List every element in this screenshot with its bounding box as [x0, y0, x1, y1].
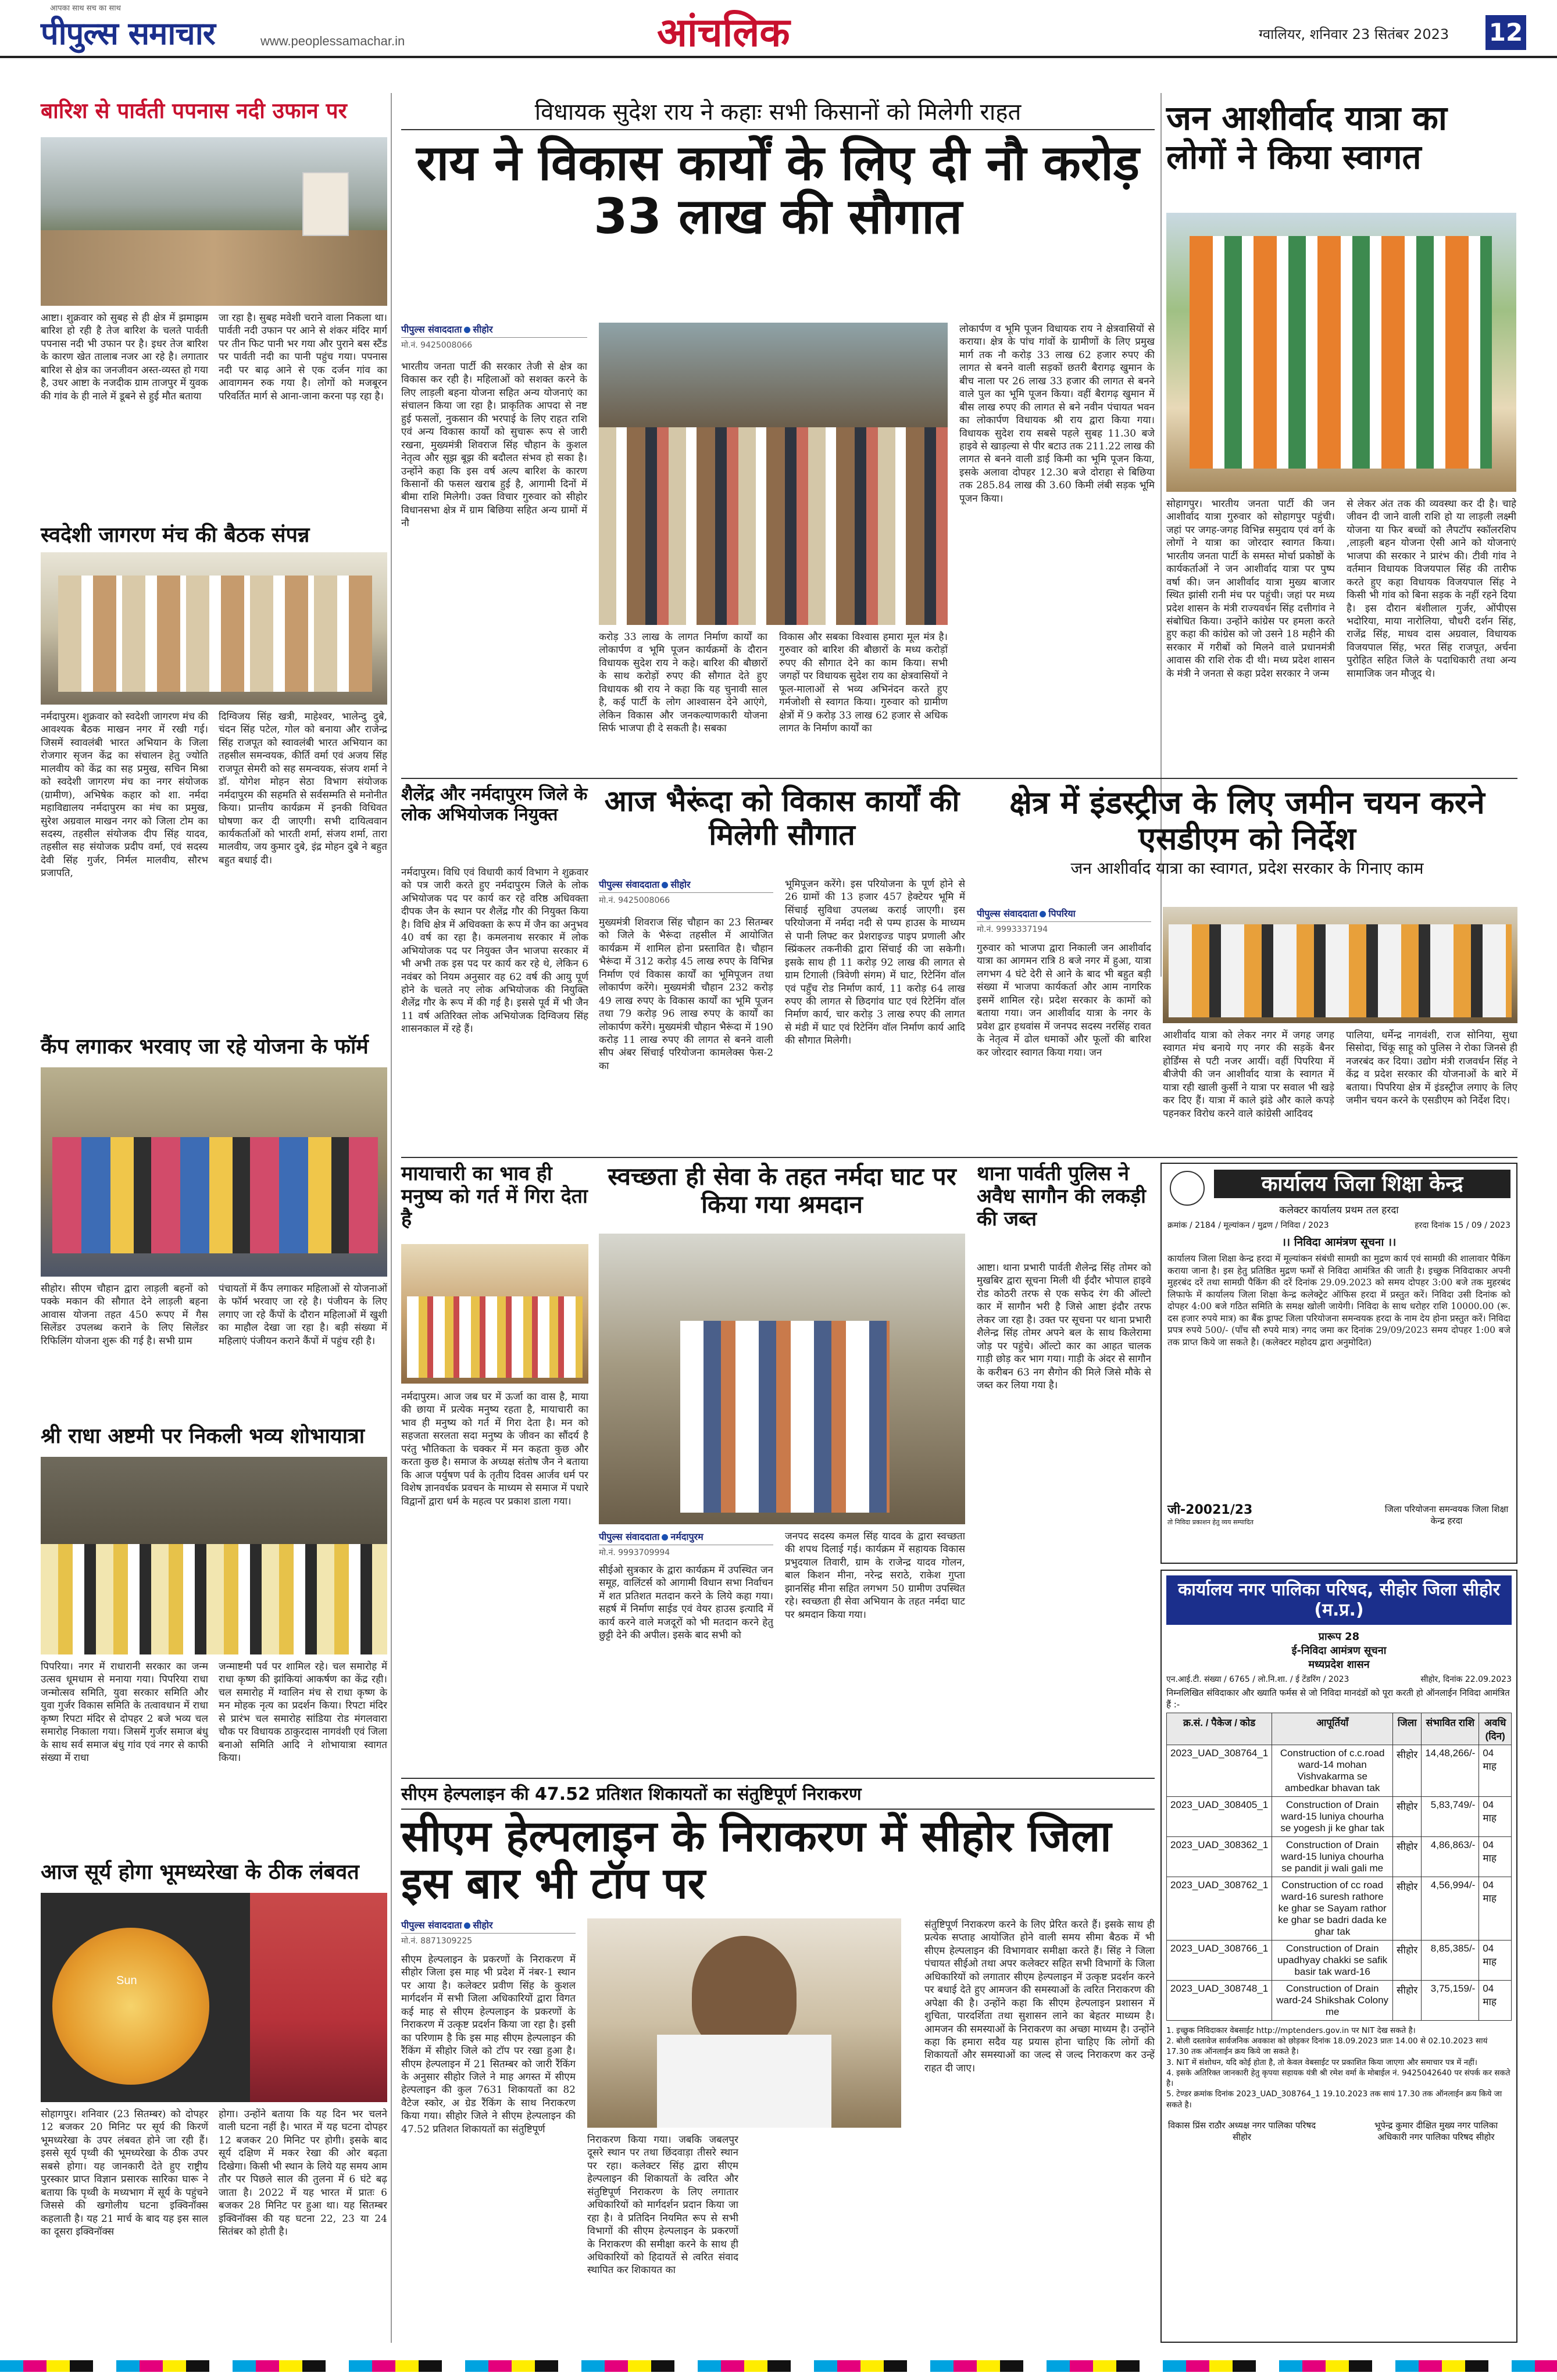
table-cell: 2023_UAD_308766_1	[1167, 1941, 1272, 1981]
body-col: जन्माष्टमी पर्व पर शामिल रहे। चल समारोह में राधा कृष्ण की झांकियां आकर्षण का केंद्र रही। चल समारोह में ग्वालिन मंच से राधा कृष्ण के मन मोहक नृत्य का प्रदर्शन किया। रिपटा मंदिर से प्रारंभ चल समारोह सांडिया रोड मंगलवारा चौक पर विधायक ठाकुरदास नागवंशी एवं जिला बनाओ समिति आदि ने शोभायात्रा स्वागत किया।	[219, 1661, 387, 1764]
article-mayachari	[401, 1163, 588, 1773]
table-cell: 2023_UAD_308362_1	[1167, 1837, 1272, 1877]
tender-note: 4. इसके अतिरिक्त जानकारी हेतु कृपया सहायक यंत्री श्री रमेश वर्मा के मोबाईल नं. 9425042640 पर संपर्क कर सकते है।	[1166, 2068, 1510, 2089]
tender-note: 1. इच्छुक निविदाकार वेबसाईट http://mptenders.gov.in पर NIT देख सकते है।	[1166, 2026, 1416, 2035]
body-col: होगा। उन्होंने बताया कि यह दिन भर चलने वाली घटना नहीं है। भारत में यह घटना दोपहर 12 बजकर 20 मिनिट पर होगी। इसके बाद सूर्य दक्षिण में मकर रेखा की ओर बढ़ता दिखेगा। किसी भी स्थान के लिये यह समय आम तौर पर पिछले साल की तुलना में 6 घंटे बढ़ जाता है। 2022 में यह भारत में प्रातः 6 बजकर 28 मिनिट पर हुआ था। यह सितम्बर इक्विनॉक्स की यह घटना 22, 23 या 24 सितंबर को होती है।	[219, 2109, 387, 2238]
byline-place: पिपरिया	[1048, 908, 1076, 919]
body-col: गुरुवार को भाजपा द्वारा निकाली जन आशीर्वाद यात्रा का आगमन रात्रि 8 बजे नगर में हुआ, यात्रा लगभग 4 घंटे देरी से आने के बाद भी बहुत बड़ी संख्या में भाजपा कार्यकर्ता और आम नागरिक इसमें शामिल रहे। प्रदेश सरकार के कामों को बताया गया। जन आशीर्वाद यात्रा के नगर के प्रवेश द्वार हथवांस में जनपद सदस्य नरसिंह रावत के नेतृत्व में ढोल धमाकों और फूलों की बारिश कर जोरदार स्वागत किया गया। जन	[977, 942, 1151, 1059]
table-cell: सीहोर	[1393, 1981, 1422, 2021]
article-radha	[41, 1424, 387, 1901]
byline	[599, 878, 773, 906]
table-header: आपूर्तियाँ	[1272, 1713, 1393, 1745]
sun-earth-illustration	[41, 1893, 387, 2102]
camp-photo	[41, 1067, 387, 1277]
table-cell: 14,48,266/-	[1422, 1745, 1479, 1797]
section-divider	[401, 1778, 1155, 1779]
table-cell: सीहोर	[1393, 1941, 1422, 1981]
headline: थाना पार्वती पुलिस ने अवैध सागौन की लकड़ी की जब्त	[977, 1162, 1146, 1231]
article-jan-ashirwad	[1166, 99, 1516, 779]
byline	[401, 323, 587, 351]
table-cell: 04 माह	[1479, 1745, 1512, 1797]
headline: शैलेंद्र और नर्मदापुरम जिले के लोक अभियोजक नियुक्त	[401, 784, 588, 825]
ad-sub: कलेक्टर कार्यालय प्रथम तल हरदा	[1279, 1205, 1399, 1217]
section-title: आंचलिक	[657, 10, 790, 56]
body-col: लोकार्पण व भूमि पूजन विधायक राय ने क्षेत्रवासियों से कराया। क्षेत्र के पांच गांवों के ग्रामीणों के लिए प्रमुख मार्ग तक नौ करोड़ 33 लाख 62 हजार रुपए की लागत से बनने वाली सड़कों छतरी बैरागढ़ खुमान के बीच नाला पर 26 लाख 33 हजार की लागत से बनने वाले पुल का भूमि पूजन किया। वहीं बैरागढ़ खुमान में बीस लाख रुपए की लागत से बने नवीन पंचायत भवन का लोकार्पण विधायक श्री राय द्वारा किया गया। विधायक सुदेश राय सबसे पहले सुबह 11.30 बजे हाइवे से खाड़ल्या से पीर बटाउ तक 211.22 लाख की लागत से बनने वाली डाई किमी का भूमि पूजन किया, इसके अलावा दोपहर 12.30 बजे दोराहा से बिछिया तक 285.84 लाख की 3.60 किमी लंबी सड़क भूमि पूजन किया।	[959, 323, 1155, 505]
headline: आज सूर्य होगा भूमध्यरेखा के ठीक लंबवत	[41, 1860, 359, 1884]
tender-notes	[1166, 2025, 1512, 2110]
byline-name: पीपुल्स संवाददाता	[599, 879, 660, 890]
table-cell: 8,85,385/-	[1422, 1941, 1479, 1981]
table-cell: Construction of Drain ward-24 Shikshak Colony me	[1272, 1981, 1393, 2021]
flood-photo	[41, 137, 387, 306]
body-col: सीएम हेल्पलाइन के प्रकरणों के निराकरण में सीहोर जिला इस माह भी प्रदेश में नंबर-1 स्थान पर आया है। कलेक्टर प्रवीण सिंह के कुशल मार्गदर्शन में सभी जिला अधिकारियों द्वारा विगत कई माह से सीएम हेल्पलाइन के प्रकरणों के निराकरण में उत्कृष्ट प्रदर्शन किया जा रहा है। इसी का परिणाम है कि इस माह सीएम हेल्पलाइन की रैंकिंग में सीहोर जिले को टॉप पर रखा हुआ है। सीएम हेल्पलाइन में 21 सितम्बर को जारी रैंकिंग के अनुसार सीहोर जिले ने माह अगस्त में सीएम हेल्पलाइन की कुल 7631 शिकायतों का 82 वैटेज स्कोर, अ ग्रेड रैंकिंग के साथ निराकरण किया गया। सीहोर जिले ने सीएम हेल्पलाइन की 47.52 प्रतिशत शिकायतों का संतुष्टिपूर्ण	[401, 1954, 576, 2135]
ad-nagar-palika	[1160, 1570, 1517, 2343]
sun-label: Sun	[116, 1974, 137, 1987]
article-cm-helpline	[401, 1785, 1155, 2343]
ad-code: जी-20021/23	[1167, 1503, 1253, 1518]
ad-form: प्रारूप 28	[1318, 1631, 1360, 1643]
masthead	[0, 0, 1557, 58]
byline-place: सीहोर	[473, 1920, 493, 1931]
registration-strip	[0, 2360, 1557, 2372]
ad-emblem-icon	[1170, 1171, 1205, 1206]
body-col: सीईओ सुत्रकार के द्वारा कार्यक्रम में उपस्थित जन समूह, वालिंटर्स को आगामी विधान सभा निर्वाचन में शत प्रतिशत मतदान करने के लिये कहा गया। सहर्ष में निर्माण साईड एवं वेयर हाउस इत्यादि में कार्य करने वाले मजदूरों को भी मतदान करने हेतु छुट्टी देने की अपील। इसके बाद सभी को	[599, 1564, 773, 1642]
brand-logo: पीपुल्स समाचार	[41, 15, 215, 52]
ad-date: सीहोर, दिनांक 22.09.2023	[1420, 1675, 1512, 1684]
body-col: जनपद सदस्य कमल सिंह यादव के द्वारा स्वच्छता की शपथ दिलाई गई। कार्यक्रम में सहायक विकास प्रभुदयाल तिवारी, ग्राम के राजेन्द्र यादव गोलन, बाल किशन मीना, नरेन्द्र सराठे, राकेश गुप्ता झानसिंह मीना सहित लगभग 50 ग्रामीण उपस्थित रहे। स्वच्छता ही सेवा अभियान के तहत नर्मदा घाट पर श्रमदान किया गया।	[785, 1531, 965, 1621]
byline-place: सीहोर	[670, 879, 691, 890]
headline: श्री राधा अष्टमी पर निकली भव्य शोभायात्रा	[41, 1424, 365, 1448]
ad-sign-left: विकास प्रिंस राठौर अध्यक्ष नगर पालिका परिषद सीहोर	[1167, 2120, 1316, 2142]
article-swachhata	[599, 1163, 965, 1773]
article-equinox	[41, 1860, 387, 2343]
dateline: ग्वालियर, शनिवार 23 सितंबर 2023	[1259, 26, 1449, 42]
body-col: सोहागपुर। शनिवार (23 सितम्बर) को दोपहर 12 बजकर 20 मिनिट पर सूर्य की किरणें भूमध्यरेखा के उपर लंबवत होने जा रही हैं। इससे सूर्य पृथ्वी की भूमध्यरेखा के ठीक उपर सबसे होगा। यह जानकारी देते हुए राष्ट्रीय पुरस्कार प्राप्त विज्ञान प्रसारक सारिका घारू ने बताया कि पृथ्वी के मध्यभाग में सूर्य के पहुंचने जिससे की खगोलीय घटना इक्विनॉक्स कहलाती है। यह 21 मार्च के बाद यह इस साल का दूसरा इक्विनॉक्स	[41, 2109, 208, 2238]
byline-place: सीहोर	[473, 324, 493, 335]
article-sagaun	[977, 1163, 1151, 1773]
collector-photo	[587, 1918, 901, 2128]
table-cell: सीहोर	[1393, 1745, 1422, 1797]
article-rai-lead	[401, 99, 1155, 779]
tender-note: 5. टेण्डर क्रमांक दिनांक 2023_UAD_308764_1 19.10.2023 तक सायं 17.30 तक ऑनलाईन क्रय किये जा सकते है।	[1166, 2089, 1502, 2110]
headline: स्वदेशी जागरण मंच की बैठक संपन्न	[41, 523, 310, 547]
table-cell: 04 माह	[1479, 1797, 1512, 1837]
table-cell: 4,86,863/-	[1422, 1837, 1479, 1877]
ad-title: कार्यालय नगर पालिका परिषद, सीहोर जिला सीहोर (म.प्र.)	[1166, 1575, 1512, 1625]
table-cell: Construction of Drain ward-15 luniya chourha se pandit ji wali gali me	[1272, 1837, 1393, 1877]
tender-note: 2. बोली दस्तावेज सार्वजनिक अवकाश को छोड़कर दिनांक 18.09.2023 प्रातः 14.00 से 02.10.2023 सायं 17.30 तक ऑनलाईन क्रय किये जा सकते है।	[1166, 2036, 1488, 2057]
cleanliness-photo	[599, 1234, 965, 1524]
body-col: नर्मदापुरम। विधि एवं विधायी कार्य विभाग ने शुक्रवार को पत्र जारी करते हुए नर्मदापुरम जिले के लोक अभियोजक पद पर कार्य कर रहे वरिष्ठ अधिवक्ता दीपक जैन के स्थान पर शैलेंद्र गौर की नियुक्त किया है। विधि क्षेत्र में अधिवक्ता के रूप में जैन का अनुभव 40 वर्ष का रहा है। कमलनाथ सरकार में लोक अभियोजक पद पर नियुक्त जैन भाजपा सरकार में भी अभी तक इस पद पर कार्य कर रहे थे, लेकिन 6 नवंबर को नियम अनुसार वह 62 वर्ष की आयु पूर्ण होने के चलते नए लोक अभियोजक की नियुक्ति शैलेंद्र गौर के रूप में की गई है। इससे पूर्व में भी जैन 11 वर्ष अतिरिक्त लोक अभियोजक दिग्विजय सिंह शासनकाल में रहे हैं।	[401, 867, 588, 1035]
kicker: सीएम हेल्पलाइन की 47.52 प्रतिशत शिकायतों का संतुष्टिपूर्ण निराकरण	[401, 1785, 1155, 1810]
byline	[401, 1918, 576, 1946]
headline: मायाचारी का भाव ही मनुष्य को गर्त में गिरा देता है	[401, 1162, 588, 1231]
table-row	[1167, 1941, 1512, 1981]
table-row	[1167, 1981, 1512, 2021]
kicker: विधायक सुदेश राय ने कहाः सभी किसानों को मिलेगी राहत	[401, 99, 1155, 130]
ad-notice: ।। निविदा आमंत्रण सूचना ।।	[1281, 1236, 1397, 1249]
body-col: निराकरण किया गया। जबकि जबलपुर दूसरे स्थान पर तथा छिंदवाड़ा तीसरे स्थान पर रहा। कलेक्टर सिंह द्वारा सीएम हेल्पलाइन की शिकायतों के त्वरित और संतुष्टिपूर्ण निराकरण के लिए लगातार अधिकारियों को मार्गदर्शन प्रदान किया जा रहा है। वे प्रतिदिन नियमित रूप से सभी विभागों की सीएम हेल्पलाइन के प्रकरणों के निराकरण की समीक्षा करने के साथ ही अधिकारियों को हिदायतें से त्वरित संवाद स्थापित कर शिकायत का	[587, 2134, 738, 2277]
headline: क्षेत्र में इंडस्ट्रीज के लिए जमीन चयन करने एसडीएम को निर्देश	[1009, 784, 1485, 857]
yatra-photo	[1163, 907, 1517, 1023]
table-cell: सीहोर	[1393, 1837, 1422, 1877]
table-cell: 5,83,749/-	[1422, 1797, 1479, 1837]
table-cell: 2023_UAD_308405_1	[1167, 1797, 1272, 1837]
table-cell: 4,56,994/-	[1422, 1877, 1479, 1941]
table-header: अवधि (दिन)	[1479, 1713, 1512, 1745]
byline-mobile: मो.नं. 9425008066	[599, 896, 670, 905]
headline: कैंप लगाकर भरवाए जा रहे योजना के फॉर्म	[41, 1035, 369, 1059]
article-camp	[41, 1035, 387, 1418]
site-url[interactable]: www.peoplessamachar.in	[260, 34, 405, 48]
body-col: भारतीय जनता पार्टी की सरकार तेजी से क्षेत्र का विकास कर रही है। महिलाओं को सशक्त करने के लिए लाड़ली बहना योजना सहित अन्य योजनाएं का संचालन किया जा रहा है। प्राकृतिक आपदा से नष्ट हुई फसलों, नुकसान की भरपाई के लिए राहत राशि एवं अन्य विकास कार्यों को सुचारू रूप से जारी रखना, मुख्यमंत्री शिवराज सिंह चौहान के कुशल नेतृत्व और सूझ बूझ की बदौलत संभव हो सका है। उन्होंने कहा कि इस वर्ष अल्प बारिश के कारण किसानों की फसल खराब हुई है, आगामी दिनों में बीमा राशि मिलेगी। उक्त विचार गुरुवार को सीहोर विधानसभा क्षेत्र में ग्राम बिछिया सहित अन्य ग्रामों में नौ	[401, 361, 587, 530]
ad-ref: क्रमांक / 2184 / मूल्यांकन / मुद्रण / निविदा / 2023	[1167, 1221, 1329, 1231]
procession-photo	[41, 1457, 387, 1654]
body-col: नर्मदापुरम। आज जब घर में ऊर्जा का वास है, माया की छाया में प्रत्येक मनुष्य रहता है, मायाचारी का भाव ही मनुष्य को गर्त में गिरा देता है। मन को सहजता सरलता सदा मनुष्य के जीवन का सौंदर्य है परंतु भौतिकता के चक्कर में मन कहता कुछ और करता कुछ है। समाज के अध्यक्ष संतोष जैन ने बताया कि आज पर्युषण पर्व के तृतीय दिवस आर्जव धर्म पर विशेष ज्ञानवर्धक प्रवचन के माध्यम से समाज में पधारे विद्वानों द्वारा धर्म के महत्व पर प्रकाश डाला गया।	[401, 1391, 588, 1507]
table-cell: Construction of Drain upadhyay chakki se safik basir tak ward-16	[1272, 1941, 1393, 1981]
dot-icon	[662, 882, 668, 888]
table-cell: 2023_UAD_308748_1	[1167, 1981, 1272, 2021]
body-col: आशीर्वाद यात्रा को लेकर नगर में जगह जगह स्वागत मंच बनाये गए नगर की सड़कें बैनर होर्डिंग्स से पटी नजर आयीं। वहीं पिपरिया में बीजेपी की जन आशीर्वाद यात्रा के स्वागत में यात्रा रही खाली कुर्सी ने यात्रा पर सवाल भी खड़े कर दिए हैं। यात्रा में काले झंडे और काले कपड़े पहनकर विरोध करने वाले कांग्रेसी आदिवद	[1163, 1030, 1334, 1120]
dot-icon	[662, 1534, 668, 1541]
table-cell: 04 माह	[1479, 1941, 1512, 1981]
table-cell: सीहोर	[1393, 1797, 1422, 1837]
ad-notice: ई-निविदा आमंत्रण सूचना	[1291, 1645, 1387, 1657]
ad-title: कार्यालय जिला शिक्षा केन्द्र	[1214, 1170, 1510, 1198]
article-flood	[41, 99, 387, 528]
ad-ref: एन.आई.टी. संख्या / 6765 / लो.नि.शा. / ई टेंडरिंग / 2023	[1166, 1675, 1349, 1684]
section-divider	[401, 778, 1517, 779]
headline: आज भैरूंदा को विकास कार्यों की मिलेगी सौगात	[604, 784, 960, 852]
ad-body: कार्यालय जिला शिक्षा केन्द्र हरदा में मूल्यांकन संबंधी सामग्री का मुद्रण कार्य एवं सामग्री की शालावार पैकिंग कराया जाना है। इस हेतु प्रतिष्ठित मुद्रण फर्मों से निविदा आमंत्रित की जाती है। इच्छुक निविदाकार अपनी मुहरबंद दरें तथा सामग्री पैकिंग की दरें दिनांक 29.09.2023 को समय दोपहर 3:00 बजे तक मुहरबंद लिफाफे में कार्यालय जिला शिक्षा केन्द्र कलेक्ट्रेट ऑफिस हरदा में प्रस्तुत करें। निविदा उसी दिनांक को दोपहर 4:00 बजे गठित समिति के समक्ष खोली जायेगी। निविदा के साथ धरोहर राशि 10000.00 (रू. दस हजार रुपये मात्र) का बैंक ड्राफ्ट जिला परियोजना समन्वयक हरदा के नाम देय होना प्रस्तुत करें। निविदा प्रपत्र रुपये 500/- (पाँच सौ रुपये मात्र) नगद जमा कर दिनांक 29/09/2023 समय दोपहर 1:00 बजे तक प्राप्त किये जा सकते है। (कलेक्टर महोदय द्वारा अनुमोदित)	[1167, 1253, 1510, 1348]
table-cell: 04 माह	[1479, 1981, 1512, 2021]
ad-sign: जिला परियोजना समन्वयक जिला शिक्षा केन्द्र हरदा	[1384, 1504, 1509, 1527]
table-cell: 04 माह	[1479, 1837, 1512, 1877]
dot-icon	[464, 327, 470, 333]
ad-shiksha-kendra	[1160, 1163, 1517, 1564]
byline-mobile: मो.नं. 9993337194	[977, 925, 1048, 934]
byline-mobile: मो.नं. 8871309225	[401, 1936, 473, 1946]
crowd-photo	[599, 323, 948, 625]
table-row	[1167, 1797, 1512, 1837]
stage-photo	[1166, 213, 1516, 492]
table-cell: Construction of cc road ward-16 suresh rathore ke ghar se Sayam rathor ke ghar se badri dada ke ghar tak	[1272, 1877, 1393, 1941]
body-col: आष्टा। थाना प्रभारी पार्वती शैलेन्द्र सिंह तोमर को मुखबिर द्वारा सूचना मिली थी ईदौर भोपाल हाइवे रोड कोठरी तरफ से एक सफेद रंग की ऑल्टो कार में सागौन भरी है जिसे आष्टा इंदौर तरफ लेकर जा रहा है। उक्त पर सूचना पर थाना प्रभारी शैलेन्द्र सिंह तोमर अपने बल के साथ किलेरामा जोड़ पर पहुंचे। ऑल्टो कार का आहत चालक गाड़ी छोड़ कर भाग गया। गाड़ी के अंदर से सागौन के करीबन 63 नग सैगोन की मिले जिसे मौके से जब्त कर लिया गया है।	[977, 1262, 1151, 1391]
body-col: दिग्विजय सिंह खत्री, माहेश्वर, भालेन्दु दुबे, चंदन सिंह पटेल, गोल को बनाया और राजेन्द्र सिंह राजपूत को स्वावलंबी भारत अभियान का तहसील समन्वयक, कीर्ति वर्मा एवं अजय सिंह राजपूत सेमरी को सह समन्वयक, संजय शर्मा ने डॉ. योगेश मोहन सेठा विभाग संयोजक नर्मदापुरम की सहमति से सर्वसम्मति से मनोनीत किया। प्रान्तीय कार्यक्रम में इनकी विधिवत घोषणा कर दी जाएगी। सभी दायित्ववान कार्यकर्ताओं को भारती शर्मा, संजय शर्मा, तारा मालवीय, जय कुमार दुबे, इंद्र मोहन दुबे ने बहुत बहुत बधाई दी।	[219, 711, 387, 866]
subheadline: जन आशीर्वाद यात्रा का स्वागत, प्रदेश सरकार के गिनाए काम	[1070, 859, 1424, 878]
headline: स्वच्छता ही सेवा के तहत नर्मदा घाट पर किया गया श्रमदान	[608, 1162, 956, 1219]
table-row	[1167, 1877, 1512, 1941]
body-col: भूमिपूजन करेंगे। इस परियोजना के पूर्ण होने से 26 ग्रामों की 13 हजार 457 हेक्टेयर भूमि में सिंचाई सुविधा उपलब्ध कराई जाएगी। इस परियोजना में नर्मदा नदी से पम्प हाउस के माध्यम से पानी लिफ्ट कर प्रेशराइज्ड पाइप प्रणाली और स्प्रिंकलर तकनीकी द्वारा सिंचाई की जा सकेगी। इसके साथ ही 11 करोड़ 92 लाख की लागत से ग्राम टिगाली (त्रिवेणी संगम) में घाट, रिटेनिंग वॉल एवं पहुँच रोड निर्माण कार्य, 11 करोड़ 64 लाख रुपए की लागत से छिदगांव घाट एवं रिटेनिंग वॉल निर्माण कार्य, चार करोड़ 3 लाख रुपए की लागत से मंडी में घाट एवं रिटेनिंग वॉल निर्माण कार्य आदि की सौगात मिलेगी।	[785, 878, 965, 1047]
byline	[599, 1530, 773, 1558]
dot-icon	[1040, 911, 1046, 917]
body-col: संतुष्टिपूर्ण निराकरण करने के लिए प्रेरित करते हैं। इसके साथ ही प्रत्येक सप्ताह आयोजित होने वाली समय सीमा बैठक में भी सीएम हेल्पलाइन की विभागवार समीक्षा करते हैं। सिंह ने जिला पंचायत सीईओ तथा अपर कलेक्टर सहित सभी विभागों के जिला अधिकारियों को लगातार सीएम हेल्पलाइन में उत्कृष्ट प्रदर्शन करने पर बधाई देते हुए आमजन की समस्याओं के त्वरित निराकरण की अपेक्षा की है। उन्होंने कहा कि सीएम हेल्पलाइन प्रशासन में शुचिता, पारदर्शिता तथा सुशासन लाने का बेहतर माध्यम है। आमजन की समस्याओं के निराकरण का अच्छा माध्यम है। उन्होंने कहा कि हमारा सदैव यह प्रयास होना चाहिए कि लोगों की शिकायतों और समस्याओं का जल्द से जल्द निराकरण कर उन्हें राहत दी जाए।	[924, 1919, 1155, 2074]
byline-name: पीपुल्स संवाददाता	[977, 908, 1038, 919]
byline-name: पीपुल्स संवाददाता	[401, 1920, 462, 1931]
meeting-photo	[41, 552, 387, 705]
section-divider	[401, 1157, 1517, 1158]
body-col: पंचायतों में कैंप लगाकर महिलाओं से योजनाओं के फॉर्म भरवाए जा रहे है। पंजीयन के लिए लगाए जा रहे कैंपों के दौरान महिलाओं में खुशी का माहौल देखा जा रहा है। बड़ी संख्या में महिलाएं पंजीयन कराने कैंपों में पहुंच रही है।	[219, 1283, 387, 1347]
article-swadeshi	[41, 523, 387, 1029]
presenter-photo	[250, 1893, 387, 2102]
article-prosecutor	[401, 785, 588, 1145]
sun-icon	[52, 1928, 209, 2085]
table-cell: 04 माह	[1479, 1877, 1512, 1941]
table-row	[1167, 1837, 1512, 1877]
table-header: क्र.सं. / पैकेज / कोड	[1167, 1713, 1272, 1745]
tender-note: 3. NIT में संशोधन, यदि कोई होता है, तो केवल वेबसाईट पर प्रकाशित किया जाएगा और समाचार पत्र में नहीं।	[1166, 2057, 1477, 2067]
byline	[977, 907, 1151, 935]
headline: राय ने विकास कार्यों के लिए दी नौ करोड़ 33 लाख की सौगात	[416, 134, 1140, 245]
byline-mobile: मो.नं. 9993709994	[599, 1548, 670, 1557]
brand-tagline: आपका साथ सच का साथ	[50, 4, 121, 13]
page-number: 12	[1485, 15, 1526, 50]
headline: बारिश से पार्वती पपनास नदी उफान पर	[41, 98, 347, 123]
ad-sign-right: भूपेन्द्र कुमार दीक्षित मुख्य नगर पालिका अधिकारी नगर पालिका परिषद सीहोर	[1374, 2120, 1498, 2142]
article-bhairunda	[599, 785, 965, 1151]
table-cell: 2023_UAD_308762_1	[1167, 1877, 1272, 1941]
tender-table	[1166, 1713, 1512, 2021]
table-cell: 3,75,159/-	[1422, 1981, 1479, 2021]
ad-govt: मध्यप्रदेश शासन	[1308, 1659, 1370, 1671]
ad-code-note: तो निविदा प्रकाशन हेतु व्यय सम्पादित	[1167, 1518, 1254, 1527]
table-cell: 2023_UAD_308764_1	[1167, 1745, 1272, 1797]
body-col: सीहोर। सीएम चौहान द्वारा लाड़ली बहनों को पक्के मकान की सौगात देने लाड़ली बहना आवास योजना तहत 450 रूपए में गैस सिलेंडर उपलब्ध कराने के लिए सिलेंडर रिफिलिंग योजना शुरू की गई है। सभी ग्राम	[41, 1283, 208, 1347]
table-header: संभावित राशि	[1422, 1713, 1479, 1745]
column-rule	[391, 93, 392, 2343]
jain-gathering-photo	[401, 1244, 588, 1384]
body-col: पालिया, धर्मेन्द्र नागवंशी, राज सोनिया, सुधा सिसोदा, चिंकू साहू को पुलिस ने रोका जिनसे ही नजरबंद कर दिया। उद्योग मंत्री राजवर्धन सिंह ने केंद्र व प्रदेश सरकार की योजनाओं के बारे में बताया। पिपरिया क्षेत्र में इंडस्ट्रीज लगाए के लिए जमीन चयन करने के एसडीएम को निर्देश दिए।	[1346, 1030, 1517, 1107]
body-col: मुख्यमंत्री शिवराज सिंह चौहान का 23 सितम्बर को जिले के भैरूंदा तहसील में आयोजित कार्यक्रम में शामिल होना प्रस्तावित है। चौहान भैरूंदा में 312 करोड़ 45 लाख रुपए के विभिन्न निर्माण एवं विकास कार्यों का भूमिपूजन तथा लोकार्पण करेंगे। मुख्यमंत्री चौहान 232 करोड़ 49 लाख रुपए के विकास कार्यों का भूमि पूजन तथा 79 करोड़ 96 लाख रुपए के कार्यों का लोकार्पण करेंगे। मुख्यमंत्री चौहान भैरूंदा में 190 करोड़ 11 लाख रुपए की लागत से बनने वाली सीप अंबर सिंचाई परियोजना कामलेक्स फेस-2 का	[599, 917, 773, 1072]
byline-name: पीपुल्स संवाददाता	[401, 324, 462, 335]
table-cell: Construction of c.c.road ward-14 mohan Vishvakarma se ambedkar bhavan tak	[1272, 1745, 1393, 1797]
body-col: विकास और सबका विश्वास हमारा मूल मंत्र है। गुरुवार को बारिश की बौछारों के मध्य करोड़ों रुपए की सौगात देने का काम किया। सभी जगहों पर विधायक सुदेश राय का क्षेत्रवासियों ने फूल-मालाओं से भव्य अभिनंदन करते हुए गर्मजोशी से स्वागत किया। गुरुवार को ग्रामीण क्षेत्रों में 9 करोड़ 33 लाख 62 हजार से अधिक लागत के निर्माण कार्यों का	[779, 631, 948, 735]
byline-name: पीपुल्स संवाददाता	[599, 1531, 660, 1542]
headline: सीएम हेल्पलाइन के निराकरण में सीहोर जिला इस बार भी टॉप पर	[401, 1811, 1112, 1909]
dot-icon	[464, 1922, 470, 1929]
table-row	[1167, 1745, 1512, 1797]
table-header: जिला	[1393, 1713, 1422, 1745]
body-col: करोड़ 33 लाख के लागत निर्माण कार्यों का लोकार्पण व भूमि पूजन कार्यक्रमों के दौरान विधायक सुदेश राय ने कहे। बारिश की बौछारों के साथ करोड़ों रुपए की सौगात देते हुए विधायक श्री राय ने कहा कि यह चुनावी साल है, कई पार्टी के लोग आश्वासन देने आएंगे, लेकिन विकास और जनकल्याणकारी योजना सिर्फ भाजपा ही दे सकती है। सबका	[599, 631, 767, 735]
byline-place: नर्मदापुरम	[670, 1531, 703, 1542]
body-col: से लेकर अंत तक की व्यवस्था कर दी है। चाहे जीवन दी जाने वाली राशि हो या लाड़ली लक्ष्मी योजना या फिर बच्चों को लैपटॉप स्कॉलरशिप ,लाड़ली बहन योजना ऐसी आने को योजनाएं भाजपा की सरकार ने प्रारंभ की। टीवी गांव ने वर्तमान विधायक विजयपाल सिंह की तारीफ करते हुए कहा विधायक विजयपाल सिंह ने किसी भी गांव को बिना सड़क के नहीं रहने दिया है। इस दौरान बंशीलाल गुर्जर, ओंपीएस भदोरिया, माया नारोलिया, चौधरी दर्शन सिंह, राजेंद्र सिंह, माधव दास अग्रवाल, विधायक विजयपाल सिंह, भरत सिंह राजपूत, अर्चना पुरोहित सहित जिले के पदाधिकारी तथा अन्य सामाजिक जन मौजूद थे।	[1347, 498, 1516, 680]
body-col: सोहागपुर। भारतीय जनता पार्टी की जन आशीर्वाद यात्रा गुरुवार को सोहागपुर पहुंची। जहां पर जगह-जगह विभिन्न समुदाय एवं वर्ग के लोगों ने यात्रा का जोरदार स्वागत किया। भारतीय जनता पार्टी के समस्त मोर्चा प्रकोष्ठों के कार्यकर्ताओं ने जन आशीर्वाद यात्रा पर पुष्प वर्षा की। जन आशीर्वाद यात्रा मुख्य बाजार स्थित झांसी रानी मंच पर पहुंची। जहां पर मध्य प्रदेश शासन के मंत्री राज्यवर्धन सिंह दत्तीगांव ने संबोधित किया। उन्होंने कांग्रेस पर हमला करते हुए कहा की कांग्रेस को जो उसने 18 महीने की सरकार में गरीबों को मिलने वाले प्रधानमंत्री आवास की राशि रोक दी थी। मध्य प्रदेश शासन के मंत्री ने जनता से कहा प्रदेश सरकार ने जन्म	[1166, 498, 1335, 680]
table-cell: Construction of Drain ward-15 luniya chourha se yogesh ji ke ghar tak	[1272, 1797, 1393, 1837]
headline: जन आशीर्वाद यात्रा का लोगों ने किया स्वागत	[1166, 98, 1447, 177]
body-col: जा रहा है। सुबह मवेशी चराने वाला निकला था। पार्वती नदी उफान पर आने से शंकर मंदिर मार्ग पर तीन फिट पानी भर गया और पुराने बस स्टैंड पर पार्वती नदी का पानी पहुंच गया। पपनास नदी पर बाढ़ आने से एक दर्जन गांव का आवागमन रुक गया है। लोगों को मजबूरन परिवर्तित मार्ग से आना-जाना करना पड़ रहा है।	[219, 312, 387, 402]
byline-mobile: मो.नं. 9425008066	[401, 341, 473, 350]
ad-intro: निम्नलिखित संविदाकार और ख्याति फर्मस से जो निविदा मानदंडों को पूरा करती हो ऑनलाईन निविदा आमंत्रित हैं :-	[1166, 1688, 1510, 1710]
ad-date: हरदा दिनांक 15 / 09 / 2023	[1415, 1221, 1510, 1231]
body-col: आष्टा। शुक्रवार को सुबह से ही क्षेत्र में झमाझम बारिश हो रही है तेज बारिश के चलते पार्वती पपनास नदी भी उफान पर है। इधर तेज बारिश के कारण खेत तालाब नजर आ रहे है। लगातार बारिश से क्षेत्र का जनजीवन अस्त-व्यस्त हो गया है, उधर आष्टा के नजदीक ग्राम ताजपुर में युवक की गांव के ही नाले में डूबने से हुई मौत बताया	[41, 312, 208, 402]
body-col: पिपरिया। नगर में राधारानी सरकार का जन्म उत्सव धूमधाम से मनाया गया। पिपरिया राधा जन्मोत्सव समिति, युवा सरकार समिति और युवा गुर्जर विकास समिति के तत्वावधान में राधा कृष्ण रिपटा मंदिर से दोपहर 2 बजे भव्य चल समारोह निकाला गया। जिसमें गुर्जर समाज बंधु के साथ सर्व समाज बंधु गांव एवं नगर से काफी संख्या में राधा	[41, 1661, 208, 1764]
body-col: नर्मदापुरम। शुक्रवार को स्वदेशी जागरण मंच की आवश्यक बैठक माखन नगर में रखी गई। जिसमें स्वावलंबी भारत अभियान के जिला रोजगार सृजन केंद्र का संचालन हेतु ज्योति मालवीय को केंद्र का सह प्रमुख, सचिन मिश्रा को स्वदेशी जागरण मंच का नगर संयोजक (ग्रामीण), अभिषेक कहार को शा. नर्मदा महाविद्यालय नर्मदापुरम का मंच का प्रमुख, सुरेश अग्रवाल माखन नगर को जिला टोम का सदस्य, तहसील संयोजक दीप सिंह यादव, तहसील सह संयोजक प्रदीप वर्मा, एवं सदस्य देवी सिंह गुर्जर, निर्मल मालवीय, सौरभ प्रजापति,	[41, 711, 208, 880]
table-cell: सीहोर	[1393, 1877, 1422, 1941]
article-industry	[977, 785, 1517, 1157]
